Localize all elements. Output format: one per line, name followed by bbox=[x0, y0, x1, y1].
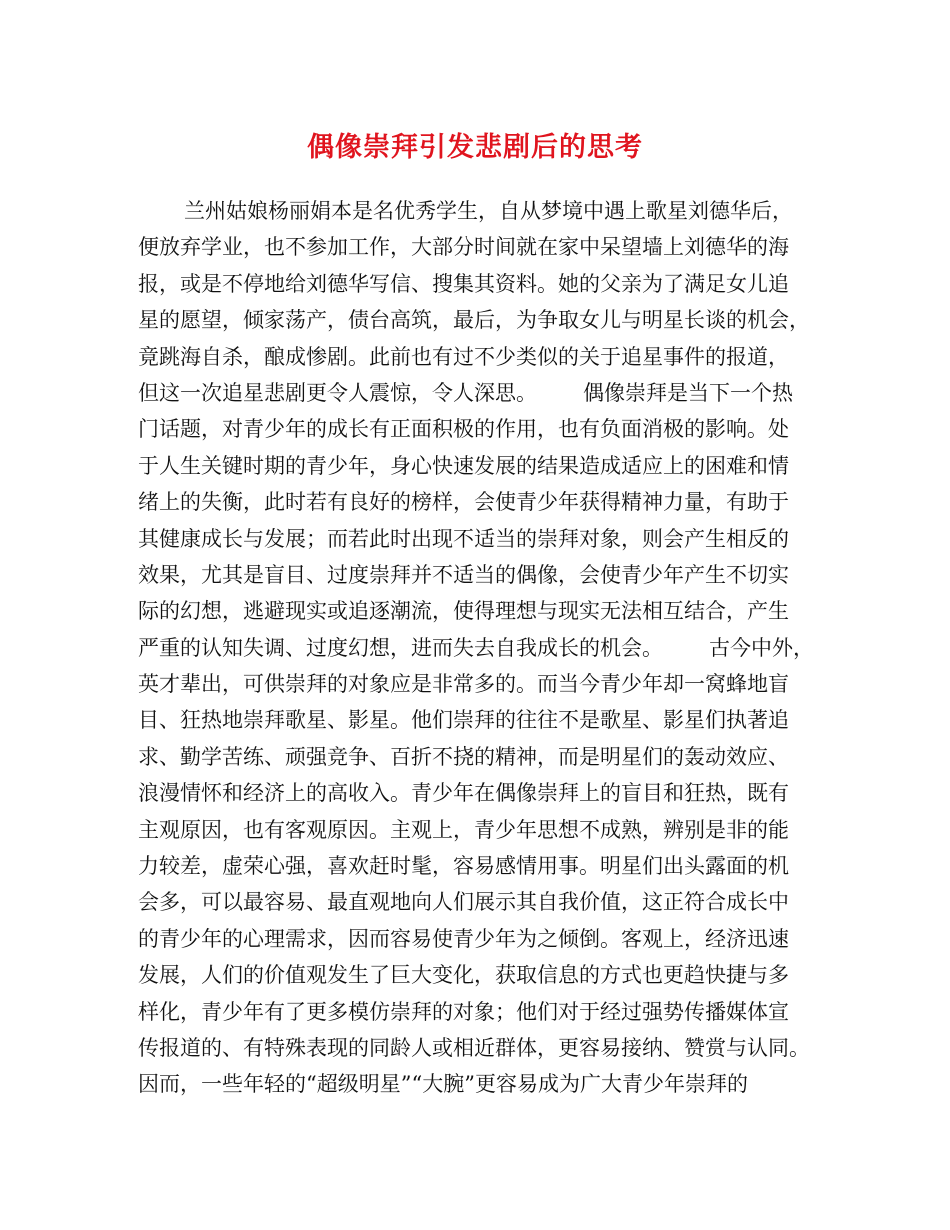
text-line-with-paragraph-break bbox=[138, 630, 838, 666]
text-line: 竟跳海自杀，酿成惨剧。此前也有过不少类似的关于追星事件的报道， bbox=[138, 344, 789, 369]
text-line: 力较差，虚荣心强，喜欢赶时髦，容易感情用事。明星们出头露面的机 bbox=[138, 854, 789, 879]
text-line: 门话题，对青少年的成长有正面积极的作用，也有负面消极的影响。处 bbox=[138, 417, 789, 442]
text-line-with-paragraph-break bbox=[138, 375, 838, 411]
text-line: 求、勤学苦练、顽强竞争、百折不挠的精神，而是明星们的轰动效应、 bbox=[138, 744, 789, 769]
text-line: 英才辈出，可供崇拜的对象应是非常多的。而当今青少年却一窝蜂地盲 bbox=[138, 672, 789, 697]
text-line: 传报道的、有特殊表现的同龄人或相近群体，更容易接纳、赞赏与认同。 bbox=[138, 1035, 810, 1060]
text-line: 主观原因，也有客观原因。主观上，青少年思想不成熟，辨别是非的能 bbox=[138, 817, 789, 842]
text-line: 样化，青少年有了更多模仿崇拜的对象；他们对于经过强势传播媒体宣 bbox=[138, 999, 789, 1024]
text-line: 际的幻想，逃避现实或追逐潮流，使得理想与现实无法相互结合，产生 bbox=[138, 599, 789, 624]
text-segment: 古今中外， bbox=[709, 635, 814, 660]
document-body bbox=[138, 193, 838, 1103]
text-segment: 但这一次追星悲剧更令人震惊，令人深思。 bbox=[138, 380, 537, 405]
text-line: 浪漫情怀和经济上的高收入。青少年在偶像崇拜上的盲目和狂热，既有 bbox=[138, 781, 789, 806]
text-line: 会多，可以最容易、最直观地向人们展示其自我价值，这正符合成长中 bbox=[138, 890, 789, 915]
text-line: 其健康成长与发展；而若此时出现不适当的崇拜对象，则会产生相反的 bbox=[138, 526, 789, 551]
text-line: 的青少年的心理需求，因而容易使青少年为之倾倒。客观上，经济迅速 bbox=[138, 926, 789, 951]
text-line: 报，或是不停地给刘德华写信、搜集其资料。她的父亲为了满足女儿追 bbox=[138, 271, 789, 296]
text-line: 兰州姑娘杨丽娟本是名优秀学生，自从梦境中遇上歌星刘德华后， bbox=[184, 199, 793, 223]
text-line: 发展，人们的价值观发生了巨大变化，获取信息的方式也更趋快捷与多 bbox=[138, 963, 789, 988]
text-line: 目、狂热地崇拜歌星、影星。他们崇拜的往往不是歌星、影星们执著追 bbox=[138, 708, 789, 733]
text-line: 因而，一些年轻的“超级明星”“大腕”更容易成为广大青少年崇拜的 bbox=[138, 1072, 748, 1097]
document-title: 偶像崇拜引发悲剧后的思考 bbox=[307, 132, 643, 163]
text-segment: 偶像崇拜是当下一个热 bbox=[583, 380, 793, 405]
text-line: 于人生关键时期的青少年，身心快速发展的结果造成适应上的困难和情 bbox=[138, 453, 789, 478]
text-segment: 严重的认知失调、过度幻想，进而失去自我成长的机会。 bbox=[138, 635, 663, 660]
text-line: 效果，尤其是盲目、过度崇拜并不适当的偶像，会使青少年产生不切实 bbox=[138, 562, 789, 587]
text-line: 星的愿望，倾家荡产，债台高筑，最后，为争取女儿与明星长谈的机会， bbox=[138, 308, 810, 333]
text-line: 绪上的失衡，此时若有良好的榜样，会使青少年获得精神力量，有助于 bbox=[138, 490, 789, 515]
text-line: 便放弃学业，也不参加工作，大部分时间就在家中呆望墙上刘德华的海 bbox=[138, 235, 789, 260]
